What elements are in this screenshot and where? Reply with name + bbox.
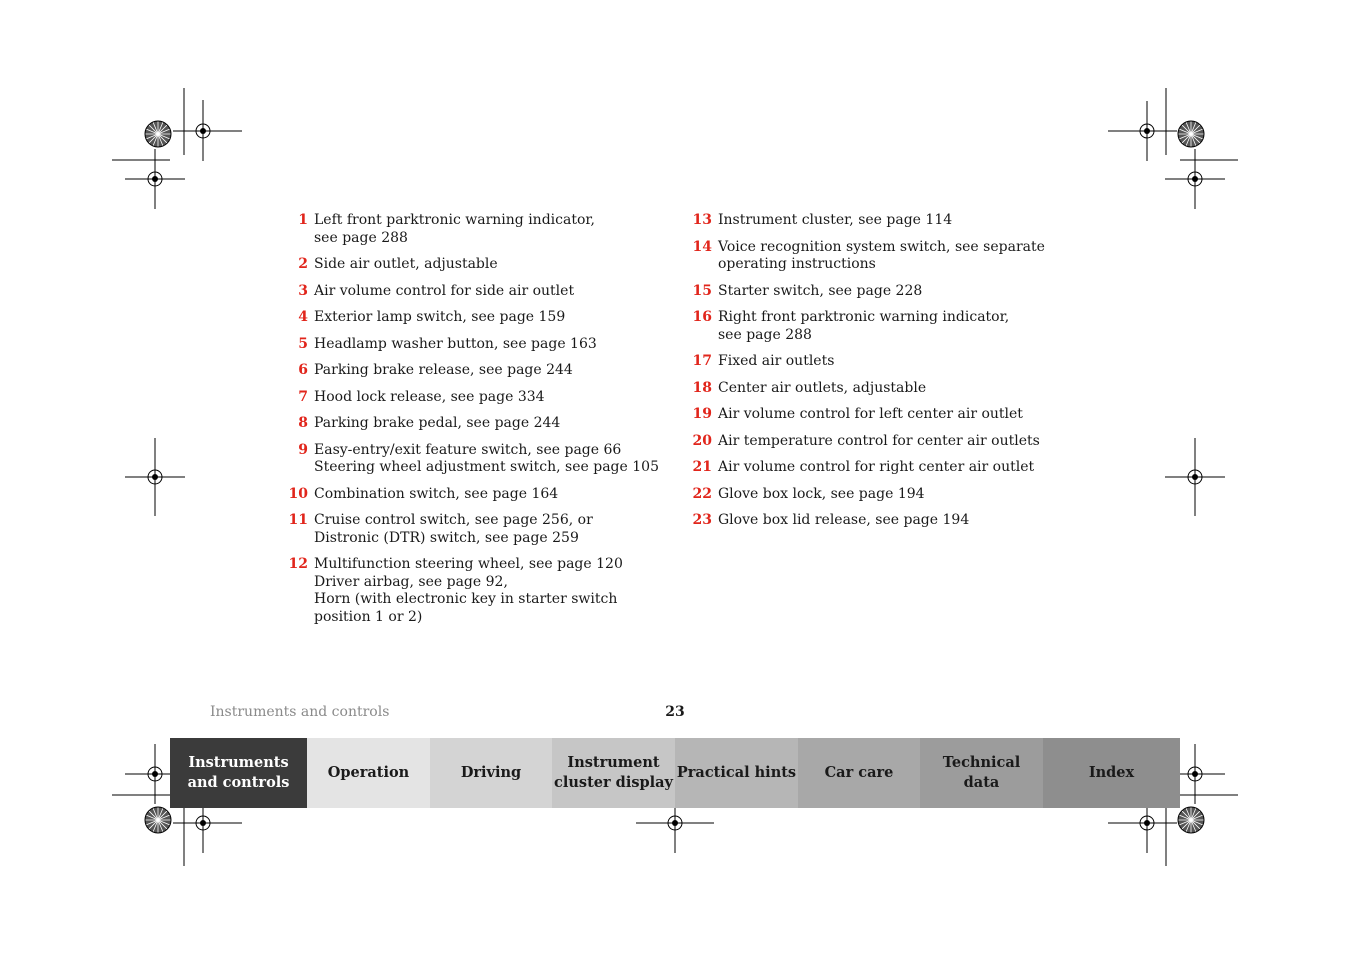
tab-label	[1089, 763, 1134, 783]
legend-item	[686, 283, 1046, 301]
tab-instrument-cluster-display[interactable]	[552, 738, 675, 808]
legend-item	[686, 309, 1046, 344]
legend-item-line: Exterior lamp switch, see page 159	[314, 309, 566, 325]
legend-item-text	[718, 353, 1046, 371]
legend-item-number: 21	[692, 459, 712, 475]
page-number: 23	[665, 704, 685, 720]
tab-label-line: Car care	[824, 764, 894, 781]
legend-item-number: 1	[298, 212, 308, 228]
legend-item	[686, 353, 1046, 371]
legend-item-line: Left front parktronic warning indicator,	[314, 212, 595, 228]
legend-column-left	[282, 212, 662, 635]
legend-item-text	[314, 556, 662, 626]
legend-item-line: Steering wheel adjustment switch, see page 105	[314, 459, 659, 475]
legend-item-number: 8	[298, 415, 308, 431]
legend-item	[282, 212, 662, 247]
legend-item-text	[718, 239, 1046, 274]
legend-item-number: 16	[692, 309, 712, 325]
tab-label-line: Technical	[942, 754, 1021, 771]
legend-item	[282, 283, 662, 301]
legend-item-line: Air volume control for left center air outlet	[718, 406, 1023, 422]
legend-item	[282, 256, 662, 274]
legend-item-text	[718, 406, 1046, 424]
legend-item-line: Right front parktronic warning indicator,	[718, 309, 1010, 325]
legend-item	[282, 336, 662, 354]
tab-label-line: Driving	[460, 764, 522, 781]
legend-item-number: 7	[298, 388, 308, 405]
legend-item-text	[314, 512, 662, 547]
tab-label	[188, 753, 290, 793]
tab-label-line: Index	[1088, 764, 1135, 781]
legend-item-number: 15	[692, 282, 712, 299]
legend-item	[282, 362, 662, 380]
legend-item-line: Parking brake release, see page 244	[314, 362, 573, 378]
legend-item-line: Cruise control switch, see page 256, or	[314, 512, 593, 528]
legend-item-number: 17	[692, 353, 712, 369]
legend-item	[686, 380, 1046, 398]
legend-item	[686, 406, 1046, 424]
legend-item-number: 5	[298, 335, 308, 352]
legend-item-text	[314, 256, 662, 274]
legend-item-line: operating instructions	[718, 256, 876, 272]
legend-item-text	[718, 512, 1046, 530]
legend-item-number: 6	[298, 362, 308, 378]
tab-label-line: Operation	[327, 764, 410, 781]
legend-item-text	[314, 389, 662, 407]
legend-item-number: 23	[692, 512, 712, 528]
legend-item	[686, 459, 1046, 477]
legend-item-number: 3	[298, 282, 308, 299]
tab-label-line: Instrument	[567, 754, 660, 771]
tab-label-line: cluster display	[554, 774, 673, 791]
legend-item-number: 9	[298, 441, 308, 458]
legend-item-line: Center air outlets, adjustable	[718, 379, 927, 396]
legend-item	[282, 415, 662, 433]
legend-item-line: position 1 or 2)	[314, 608, 423, 625]
legend-item-number: 12	[288, 556, 308, 572]
legend-item-line: see page 288	[718, 326, 812, 343]
tab-label	[461, 763, 521, 783]
legend-item-line: Air temperature control for center air outlets	[718, 432, 1040, 449]
legend-item-text	[718, 212, 1046, 230]
legend-item-number: 14	[692, 238, 712, 255]
tab-label	[825, 763, 894, 783]
legend-item	[282, 486, 662, 504]
legend-item-text	[718, 486, 1046, 504]
legend-item-line: Air volume control for side air outlet	[314, 282, 575, 299]
legend-column-right	[686, 212, 1046, 539]
legend-item-line: Multifunction steering wheel, see page 120	[314, 556, 623, 572]
tab-index[interactable]	[1043, 738, 1180, 808]
legend-item-text	[314, 486, 662, 504]
legend-item-line: Easy-entry/exit feature switch, see page 66	[314, 441, 622, 458]
tab-driving[interactable]	[430, 738, 552, 808]
legend-item-text	[718, 283, 1046, 301]
legend-item	[282, 309, 662, 327]
legend-item-text	[314, 442, 662, 477]
legend-item	[686, 212, 1046, 230]
legend-item-line: Glove box lid release, see page 194	[718, 512, 970, 528]
tab-practical-hints[interactable]	[675, 738, 798, 808]
tab-label	[677, 763, 796, 783]
legend-item-number: 13	[692, 212, 712, 228]
legend-item-number: 4	[298, 309, 308, 325]
legend-item-text	[314, 283, 662, 301]
legend-item-line: Air volume control for right center air outlet	[718, 459, 1035, 475]
tab-instruments-and-controls[interactable]	[170, 738, 307, 808]
tab-car-care[interactable]	[798, 738, 920, 808]
legend-item-line: Starter switch, see page 228	[718, 282, 923, 299]
legend-item	[686, 486, 1046, 504]
legend-item-number: 18	[692, 379, 712, 396]
legend-item	[282, 442, 662, 477]
legend-item	[282, 556, 662, 626]
legend-item-number: 22	[692, 485, 712, 502]
tab-label	[328, 763, 409, 783]
legend-item-number: 20	[692, 432, 712, 449]
tab-label-line: data	[963, 774, 1000, 791]
legend-item-line: Distronic (DTR) switch, see page 259	[314, 529, 579, 546]
tab-label-line: Practical hints	[676, 764, 797, 781]
legend-item-line: Glove box lock, see page 194	[718, 485, 925, 502]
legend-item-text	[718, 380, 1046, 398]
legend-item-line: Combination switch, see page 164	[314, 485, 559, 502]
legend-item-text	[314, 212, 662, 247]
legend-item-text	[718, 433, 1046, 451]
legend-item-text	[314, 309, 662, 327]
legend-item-text	[314, 415, 662, 433]
tab-operation[interactable]	[307, 738, 430, 808]
tab-label-line: and controls	[187, 774, 290, 791]
legend-item-number: 2	[298, 256, 308, 272]
legend-item-line: Side air outlet, adjustable	[314, 256, 498, 272]
legend-item	[282, 512, 662, 547]
legend-item	[686, 433, 1046, 451]
legend-item-text	[718, 459, 1046, 477]
legend-item	[282, 389, 662, 407]
legend-item-line: Voice recognition system switch, see separate	[718, 238, 1045, 255]
legend-item-line: Instrument cluster, see page 114	[718, 212, 953, 228]
tab-label-line: Instruments	[188, 754, 289, 771]
tab-label	[554, 753, 673, 793]
legend-item-line: Fixed air outlets	[718, 353, 835, 369]
section-title: Instruments and controls	[210, 704, 390, 720]
legend-item	[686, 512, 1046, 530]
legend-item-text	[314, 336, 662, 354]
tab-technical-data[interactable]	[920, 738, 1043, 808]
legend-item-line: Driver airbag, see page 92,	[314, 573, 508, 590]
legend-item-line: Headlamp washer button, see page 163	[314, 335, 597, 352]
legend-item-line: see page 288	[314, 229, 408, 246]
legend-item-number: 11	[288, 512, 308, 528]
legend-item	[686, 239, 1046, 274]
chapter-nav-bar	[170, 738, 1180, 808]
legend-item-number: 19	[692, 406, 712, 422]
legend-item-line: Horn (with electronic key in starter switch	[314, 591, 618, 607]
legend-item-text	[718, 309, 1046, 344]
legend-item-number: 10	[288, 485, 308, 502]
legend-item-line: Parking brake pedal, see page 244	[314, 415, 561, 431]
tab-label	[943, 753, 1021, 793]
legend-item-text	[314, 362, 662, 380]
legend-item-line: Hood lock release, see page 334	[314, 388, 545, 405]
